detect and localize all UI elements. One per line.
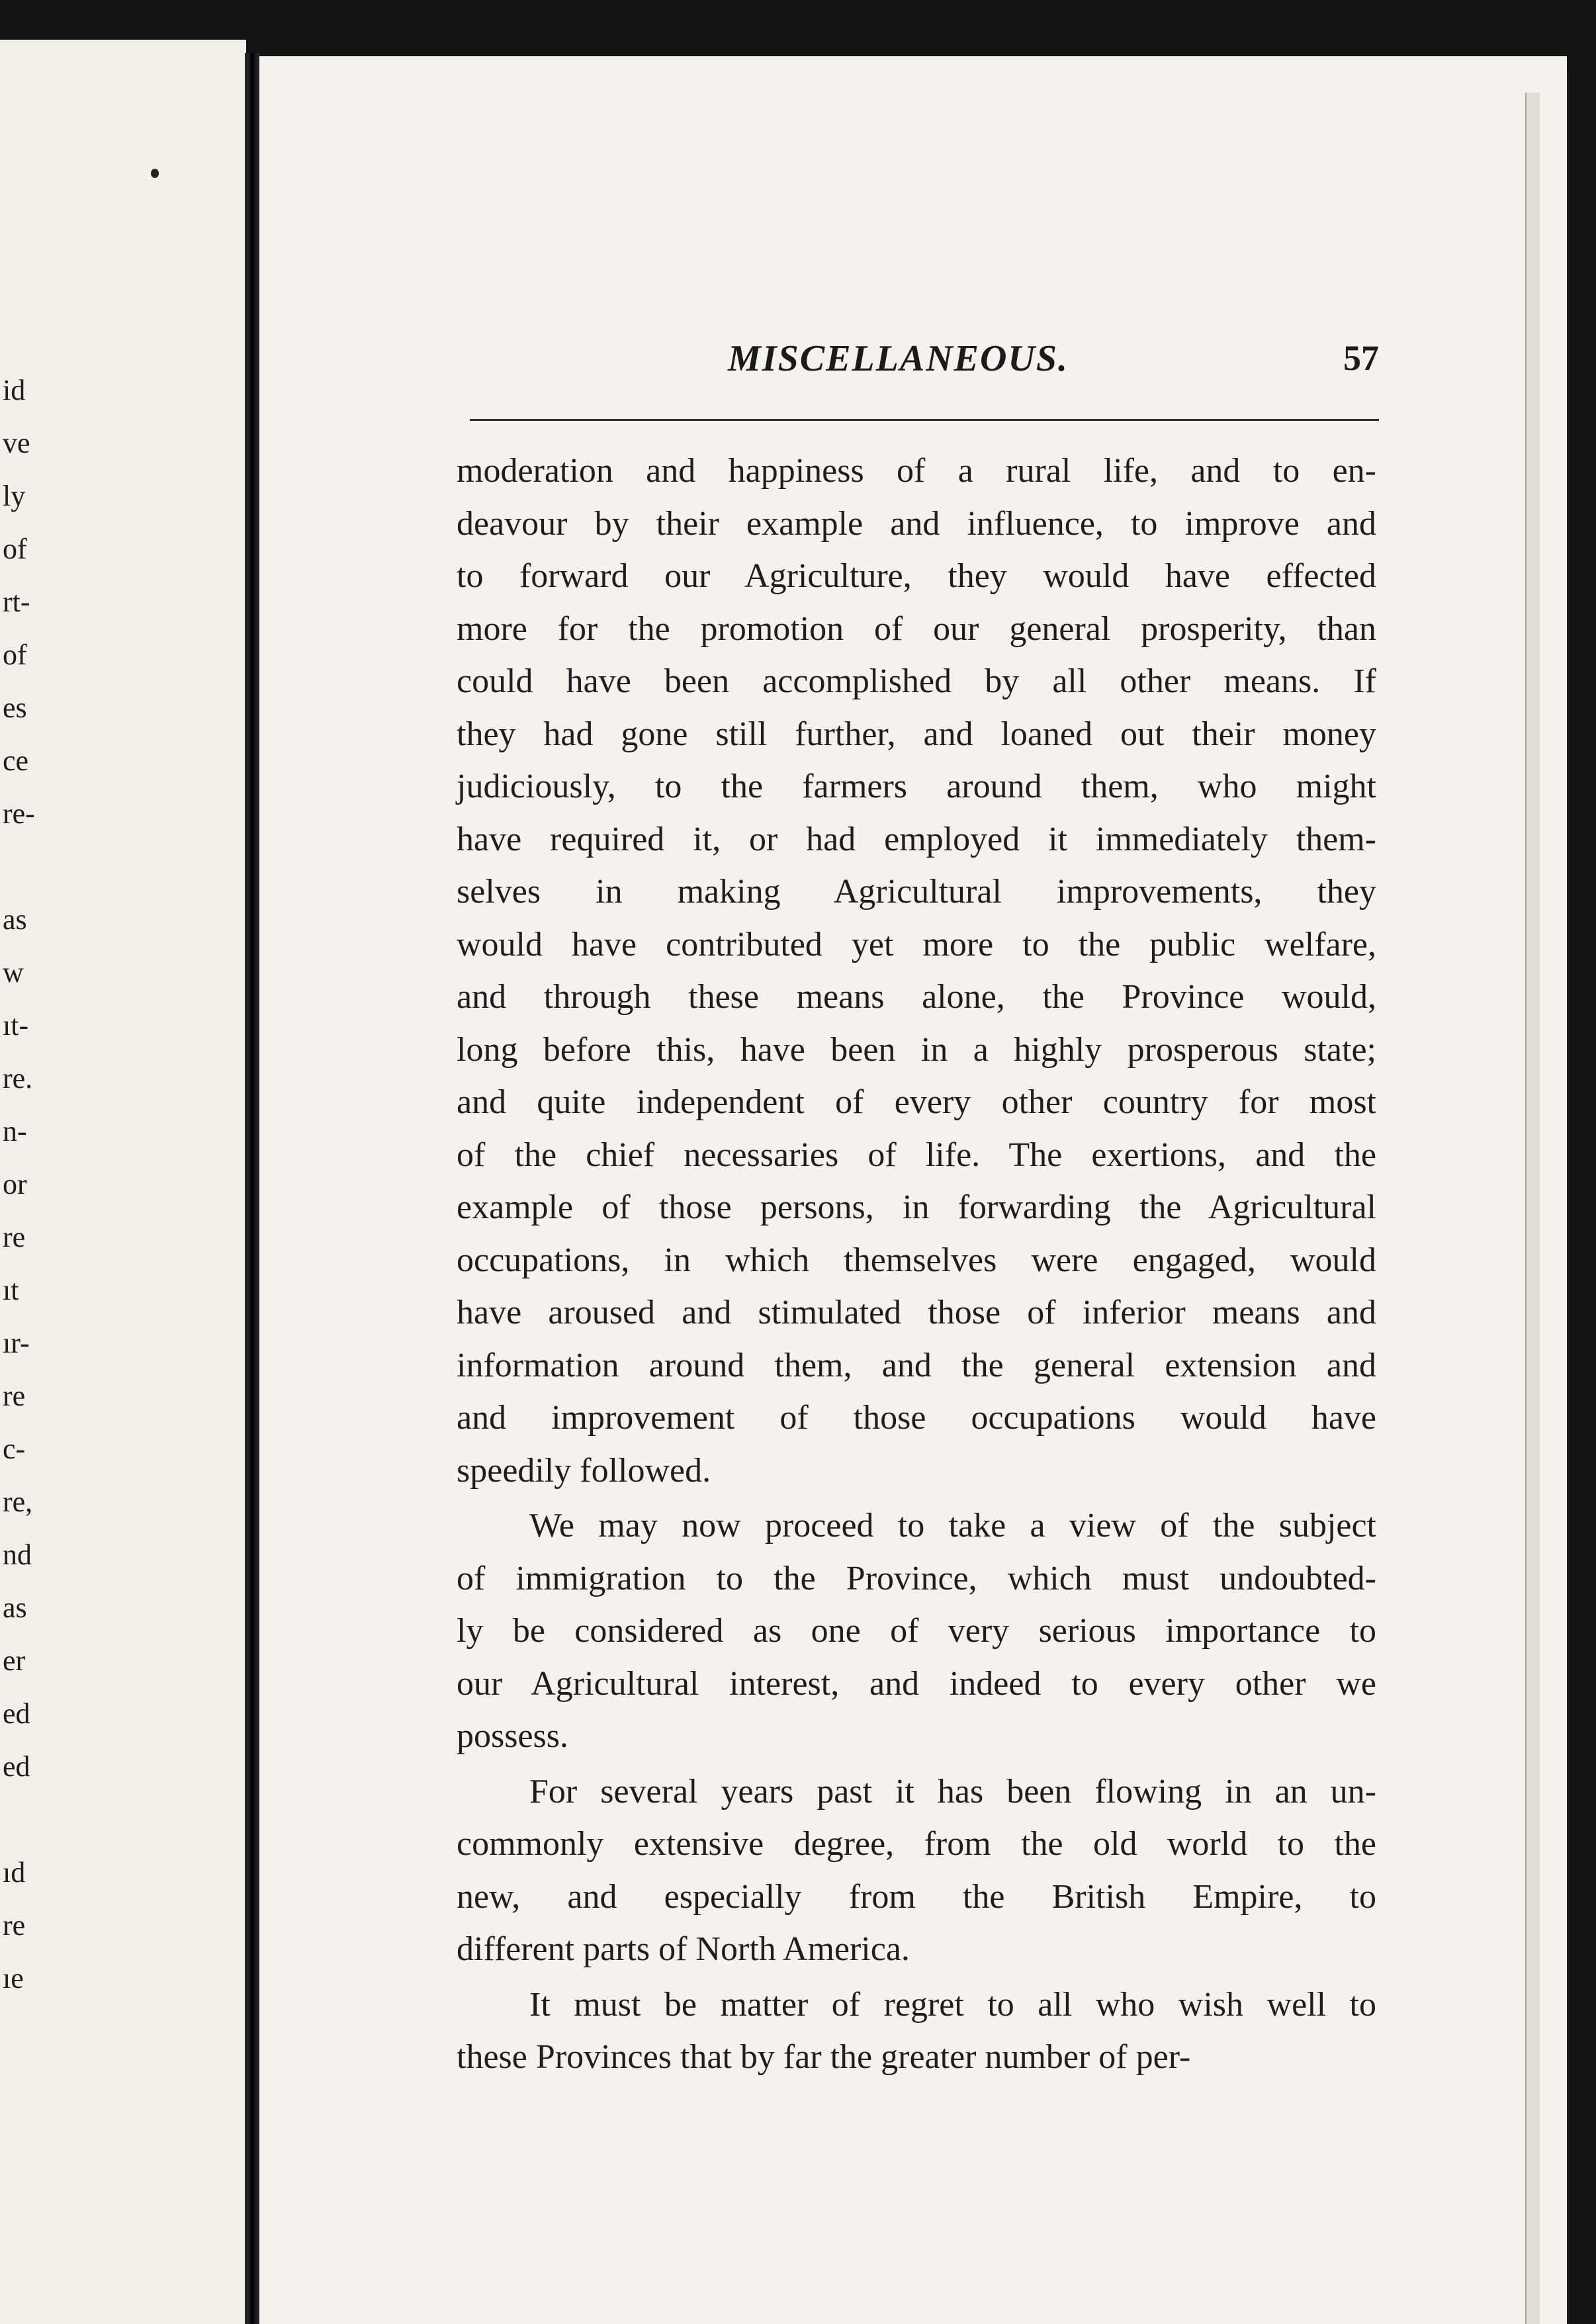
left-page-fragment: ıe: [3, 1962, 24, 1994]
text-line: possess.: [457, 1717, 569, 1755]
text-line: long before this, have been in a highly prosperous state;: [457, 1030, 1376, 1069]
left-page-fragment: nd: [3, 1539, 32, 1571]
header-rule: [470, 419, 1379, 421]
left-page-fragment: ıt: [3, 1274, 19, 1306]
text-line: speedily followed.: [457, 1451, 711, 1490]
text-line: they had gone still further, and loaned out their money: [457, 715, 1376, 753]
text-line: more for the promotion of our general prosperity, than: [457, 609, 1376, 648]
text-line: and through these means alone, the Province would,: [457, 978, 1376, 1016]
left-page-fragment: re-: [3, 797, 35, 830]
text-line: ly be considered as one of very serious importance to: [457, 1612, 1376, 1650]
left-page-fragment: c-: [3, 1433, 26, 1465]
text-line: moderation and happiness of a rural life, and to en-: [457, 452, 1376, 490]
text-line: could have been accomplished by all other means. If: [457, 662, 1376, 700]
left-page-fragment: re: [3, 1909, 26, 1942]
page-edge: [1525, 93, 1540, 2324]
text-line: new, and especially from the British Empire, to: [457, 1877, 1376, 1916]
left-page-fragment: ed: [3, 1697, 30, 1730]
text-line: these Provinces that by far the greater number of per-: [457, 2038, 1191, 2076]
text-line: and improvement of those occupations would have: [457, 1399, 1376, 1437]
text-line: of immigration to the Province, which must undoubted-: [457, 1559, 1376, 1597]
text-line: of the chief necessaries of life. The exertions, and the: [457, 1136, 1376, 1174]
text-line: information around them, and the general extension and: [457, 1346, 1376, 1384]
left-page-fragment: rt-: [3, 586, 30, 618]
page-number: 57: [1343, 338, 1379, 378]
left-page-fragment: ed: [3, 1750, 30, 1783]
paragraph: [457, 1765, 1376, 1976]
text-line: our Agricultural interest, and indeed to every other we: [457, 1664, 1376, 1703]
text-line: deavour by their example and influence, to improve and: [457, 504, 1376, 543]
text-line: selves in making Agricultural improvements, they: [457, 873, 1376, 911]
text-line: commonly extensive degree, from the old world to the: [457, 1825, 1376, 1863]
left-page-fragment: ce: [3, 744, 29, 777]
left-page-fragment: of: [3, 639, 27, 671]
text-line: occupations, in which themselves were engaged, would: [457, 1241, 1376, 1279]
left-page-fragment: as: [3, 1591, 27, 1624]
left-page-fragment: re: [3, 1380, 26, 1412]
left-page-fragment: ıd: [3, 1856, 26, 1889]
left-page-fragment: re,: [3, 1486, 33, 1518]
text-line: have required it, or had employed it immediately them-: [457, 820, 1376, 858]
text-line: judiciously, to the farmers around them, who might: [457, 768, 1376, 805]
paragraph: [457, 1979, 1376, 2084]
left-page-fragment: ly: [3, 480, 26, 512]
left-page-fragment: id: [3, 374, 26, 406]
text-line: We may now proceed to take a view of the subject: [529, 1507, 1376, 1544]
left-page-fragment: ır-: [3, 1327, 30, 1359]
left-page-fragment: es: [3, 692, 27, 724]
text-line: example of those persons, in forwarding the Agricultural: [457, 1188, 1376, 1226]
text-line: and quite independent of every other country for most: [457, 1083, 1376, 1121]
text-line: have aroused and stimulated those of inferior means and: [457, 1294, 1376, 1331]
left-page-fragment: re: [3, 1221, 26, 1253]
left-page-fragment: or: [3, 1168, 27, 1200]
ink-speck: [151, 169, 159, 178]
text-line: to forward our Agriculture, they would have effected: [457, 557, 1376, 595]
left-page-fragment: w: [3, 956, 24, 989]
left-page-fragment: of: [3, 533, 27, 565]
text-line: would have contributed yet more to the public welfare,: [457, 925, 1376, 963]
left-page-fragment: er: [3, 1644, 26, 1677]
page-header: [728, 337, 1379, 384]
left-page-fragment: n-: [3, 1115, 27, 1147]
book-gutter: [245, 53, 259, 2324]
left-page-fragment: as: [3, 903, 27, 936]
left-page-fragment: ve: [3, 427, 30, 459]
running-head: MISCELLANEOUS.: [728, 338, 1069, 379]
body-text: [457, 445, 1376, 2084]
left-page: [0, 40, 246, 2324]
scan-border-right: [1570, 0, 1596, 2324]
paragraph: [457, 1499, 1376, 1763]
text-line: For several years past it has been flowing in an un-: [529, 1772, 1376, 1810]
paragraph: [457, 445, 1376, 1497]
text-line: different parts of North America.: [457, 1930, 910, 1968]
text-line: It must be matter of regret to all who wish well to: [529, 1985, 1376, 2024]
left-page-fragment: re.: [3, 1062, 33, 1095]
left-page-fragment: ıt-: [3, 1009, 29, 1042]
